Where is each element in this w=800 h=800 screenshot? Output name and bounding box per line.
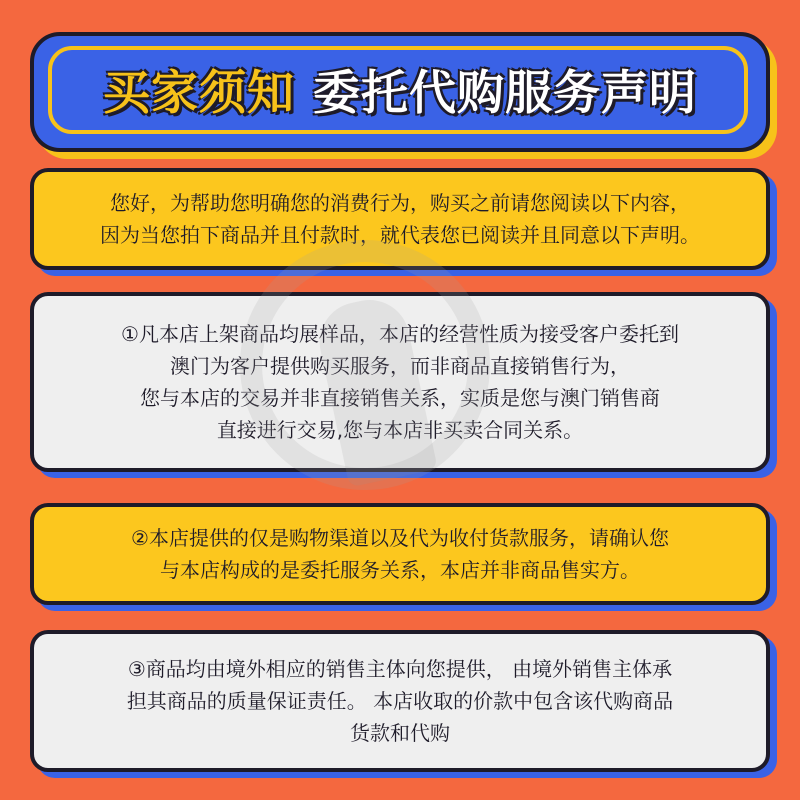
notice-card [30,168,770,270]
clause-1-line: ①凡本店上架商品均展样品，本店的经营性质为接受客户委托到 [121,322,679,346]
clause-3-line: 担其商品的质量保证责任。 本店收取的价款中包含该代购商品 [126,689,674,713]
clause-2-line: 与本店构成的是委托服务关系，本店并非商品售实方。 [160,558,640,582]
clause-1-line: 澳门为客户提供购买服务，而非商品直接销售行为， [170,354,630,378]
clause-3-line: ③商品均由境外相应的销售主体向您提供， 由境外销售主体承 [127,657,673,681]
clause-1-card [30,292,770,472]
page-title [50,54,750,124]
clause-3-line: 货款和代购 [350,721,450,745]
notice-line: 您好，为帮助您明确您的消费行为，购买之前请您阅读以下内容， [110,191,690,215]
title-service-statement: 委托代购服务声明 [313,65,697,121]
clause-2-card [30,503,770,605]
title-buyer-notice: 买家须知 [103,65,295,121]
clause-3-card [30,630,770,772]
clause-1-line: 直接进行交易,您与本店非买卖合同关系。 [216,418,584,442]
notice-line: 因为当您拍下商品并且付款时，就代表您已阅读并且同意以下声明。 [100,223,700,247]
clause-2-line: ②本店提供的仅是购物渠道以及代为收付货款服务，请确认您 [131,526,669,550]
clause-1-line: 您与本店的交易并非直接销售关系，实质是您与澳门销售商 [140,386,660,410]
